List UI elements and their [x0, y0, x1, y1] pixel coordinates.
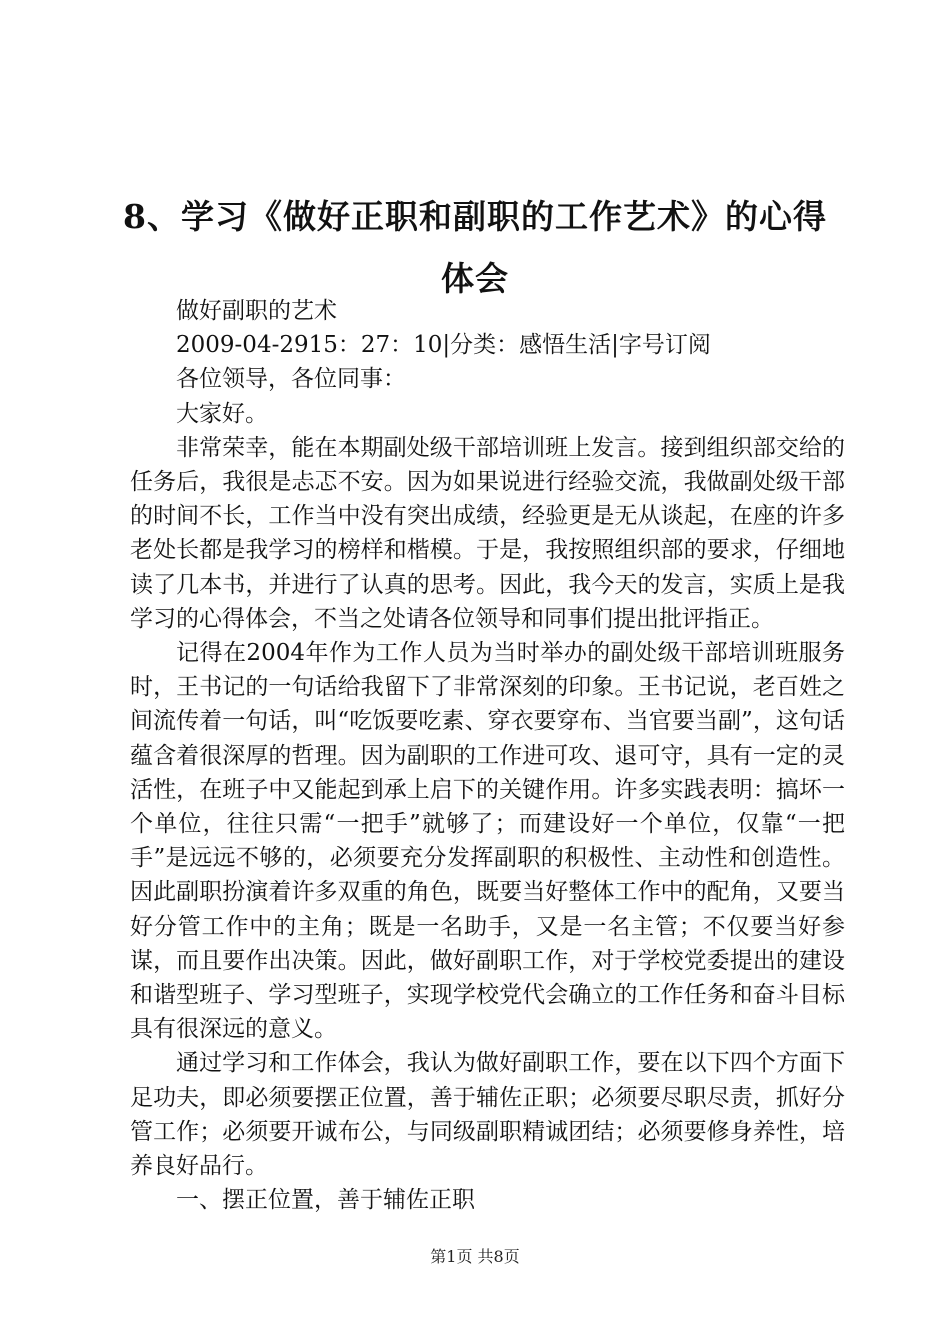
meta-paragraph: 2009-04-2915：27：10|分类：感悟生活|字号订阅: [176, 332, 711, 359]
document-body: [130, 294, 845, 1217]
salutation-paragraph: 各位领导，各位同事：: [176, 366, 406, 393]
body-paragraph: 非常荣幸，能在本期副处级干部培训班上发言。接到组织部交给的任务后，我很是忐忑不安。因为如果说进行经验交流，我做副处级干部的时间不长，工作当中没有突出成绩，经验更是无从谈起，在座的许多老处长都是我学习的榜样和楷模。于是，我按照组织部的要求，仔细地读了几本书，并进行了认真的思考。因此，我今天的发言，实质上是我学习的心得体会，不当之处请各位领导和同事们提出批评指正。: [130, 434, 845, 632]
document-title: 8、学习《做好正职和副职的工作艺术》的心得体会: [123, 197, 827, 298]
page-footer: 第1页 共8页: [430, 1247, 520, 1266]
subtitle-paragraph: 做好副职的艺术: [176, 298, 337, 324]
section-heading: 一、摆正位置，善于辅佐正职: [176, 1187, 475, 1214]
body-paragraph: 通过学习和工作体会，我认为做好副职工作，要在以下四个方面下足功夫，即必须要摆正位置，善于辅佐正职；必须要尽职尽责，抓好分管工作；必须要开诚布公，与同级副职精诚团结；必须要修身养性，培养良好品行。: [130, 1050, 845, 1180]
body-paragraph: 记得在2004年作为工作人员为当时举办的副处级干部培训班服务时，王书记的一句话给我留下了非常深刻的印象。王书记说，老百姓之间流传着一句话，叫“吃饭要吃素、穿衣要穿布、当官要当副”，这句话蕴含着很深厚的哲理。因为副职的工作进可攻、退可守，具有一定的灵活性，在班子中又能起到承上启下的关键作用。许多实践表明：搞坏一个单位，往往只需“一把手”就够了；而建设好一个单位，仅靠“一把手”是远远不够的，必须要充分发挥副职的积极性、主动性和创造性。因此副职扮演着许多双重的角色，既要当好整体工作中的配角，又要当好分管工作中的主角；既是一名助手，又是一名主管；不仅要当好参谋，而且要作出决策。因此，做好副职工作，对于学校党委提出的建设和谐型班子、学习型班子，实现学校党代会确立的工作任务和奋斗目标具有很深远的意义。: [130, 640, 845, 1043]
greeting-paragraph: 大家好。: [176, 400, 268, 427]
